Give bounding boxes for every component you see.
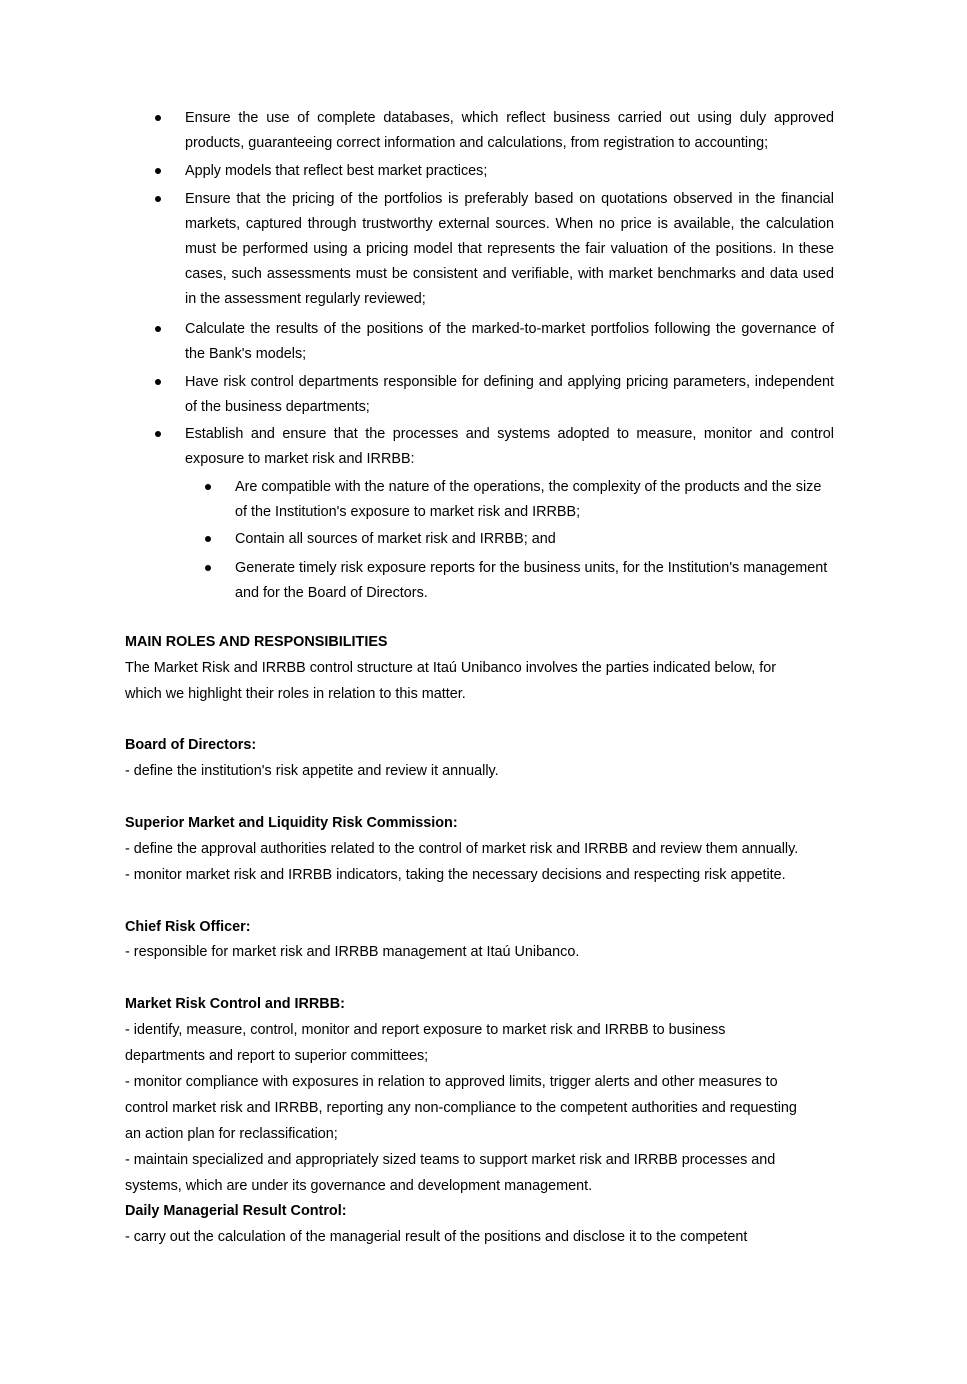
role-line: - maintain specialized and appropriately sized teams to support market risk and IRRBB processes and — [125, 1152, 776, 1168]
bullet-dot — [155, 115, 161, 121]
sub-bullet-dot — [205, 565, 211, 571]
role-line: control market risk and IRRBB, reporting any non-compliance to the competent authorities and requesting — [125, 1100, 797, 1116]
role-title-cro: Chief Risk Officer: — [125, 919, 251, 935]
role-title-board: Board of Directors: — [125, 737, 257, 753]
role-title-control: Market Risk Control and IRRBB: — [125, 996, 345, 1012]
bullet-dot — [155, 431, 161, 437]
role-line: departments and report to superior committees; — [125, 1048, 429, 1064]
role-line: - monitor market risk and IRRBB indicators, taking the necessary decisions and respecting risk appetite. — [125, 867, 786, 883]
sub-bullet-item: Are compatible with the nature of the operations, the complexity of the products and the size of the Institution's exposure to market risk and IRRBB; — [235, 479, 822, 520]
bullet-item: Ensure the use of complete databases, which reflect business carried out using duly approved products, guaranteeing correct information and calculations, from registration to accounting; — [185, 110, 834, 151]
role-line: - define the institution's risk appetite and review it annually. — [125, 763, 499, 779]
sub-bullet-dot — [205, 484, 211, 490]
sub-bullet-dot — [205, 536, 211, 542]
bullet-item: Have risk control departments responsible for defining and applying pricing parameters, independent of the business departments; — [185, 374, 834, 415]
section-intro-line: which we highlight their roles in relation to this matter. — [125, 686, 466, 702]
bullet-item: Ensure that the pricing of the portfolios is preferably based on quotations observed in the financial markets, captured through trustworthy external sources. When no price is available, the calculation must be performed using a pricing model that represents the fair valuation of the positions. In these cases, such assessments must be consistent and verifiable, with market benchmarks and data used in the assessment regularly reviewed; — [185, 191, 834, 307]
section-heading: MAIN ROLES AND RESPONSIBILITIES — [125, 634, 388, 650]
section-intro-line: The Market Risk and IRRBB control structure at Itaú Unibanco involves the parties indicated below, for — [125, 660, 777, 676]
role-line: an action plan for reclassification; — [125, 1126, 338, 1142]
bullet-item: Establish and ensure that the processes and systems adopted to measure, monitor and control exposure to market risk and IRRBB: — [185, 426, 834, 467]
sub-bullet-item: Contain all sources of market risk and IRRBB; and — [235, 531, 556, 547]
role-title-commission: Superior Market and Liquidity Risk Commission: — [125, 815, 458, 831]
bullet-dot — [155, 196, 161, 202]
bullet-dot — [155, 326, 161, 332]
sub-bullet-item: Generate timely risk exposure reports for the business units, for the Institution's management and for the Board of Directors. — [235, 560, 828, 601]
bullet-dot — [155, 168, 161, 174]
role-line: - responsible for market risk and IRRBB management at Itaú Unibanco. — [125, 944, 580, 960]
role-line: - monitor compliance with exposures in relation to approved limits, trigger alerts and other measures to — [125, 1074, 778, 1090]
bullet-item: Calculate the results of the positions of the marked-to-market portfolios following the governance of the Bank's models; — [185, 321, 834, 362]
role-line: systems, which are under its governance and development management. — [125, 1178, 593, 1194]
role-line: - carry out the calculation of the managerial result of the positions and disclose it to the competent — [125, 1229, 748, 1245]
role-title-daily: Daily Managerial Result Control: — [125, 1203, 347, 1219]
role-line: - identify, measure, control, monitor and report exposure to market risk and IRRBB to business — [125, 1022, 726, 1038]
bullet-dot — [155, 379, 161, 385]
role-line: - define the approval authorities related to the control of market risk and IRRBB and review them annually. — [125, 841, 799, 857]
bullet-item: Apply models that reflect best market practices; — [185, 163, 488, 179]
